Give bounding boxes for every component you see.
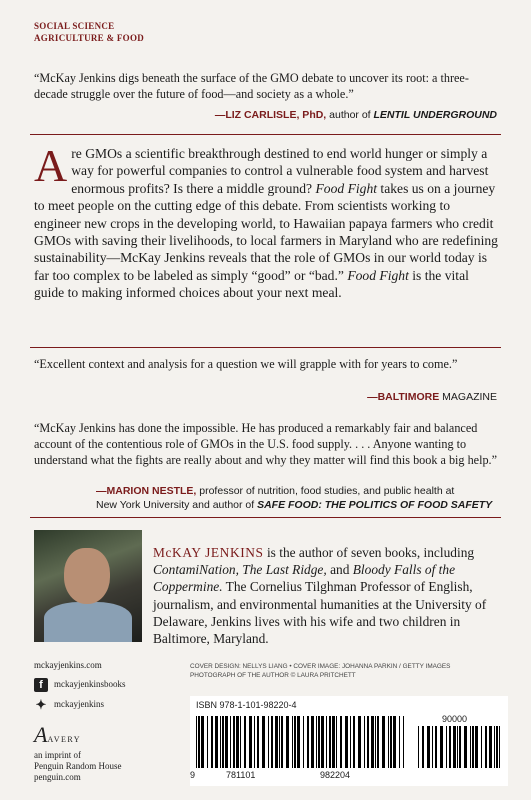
barcode-bar: [230, 716, 231, 768]
barcode-bar: [332, 716, 335, 768]
barcode-bar: [393, 716, 396, 768]
barcode-bar: [279, 716, 280, 768]
barcode-bar: [345, 716, 348, 768]
quote-baltimore-attribution: —BALTIMORE MAGAZINE: [367, 391, 497, 403]
barcode-digits-left: 781101: [226, 770, 256, 780]
barcode-bar: [382, 716, 385, 768]
barcode-bar: [236, 716, 239, 768]
barcode-bar: [390, 716, 392, 768]
barcode-bar: [350, 716, 351, 768]
twitter-icon: ✦: [35, 697, 47, 712]
quote-baltimore: [34, 356, 500, 372]
quote-nestle-text: “McKay Jenkins has done the impossible. He has produced a remarkably fair and balanced account of the contentious role of GMOs in the U.S. food supply. . . . Anyone wanting to understand what the fights are really about and why they matter will find this book a big help.”: [34, 421, 498, 467]
barcode-bar: [198, 716, 200, 768]
barcode-bar: [481, 726, 482, 768]
barcode-bar: [472, 726, 474, 768]
barcode-bar: [249, 716, 252, 768]
barcode-bar: [225, 716, 228, 768]
barcode-bar: [244, 716, 246, 768]
barcode-bar: [432, 726, 433, 768]
author-photo: [34, 530, 142, 642]
barcode-bar: [271, 716, 273, 768]
barcode-bar: [215, 716, 218, 768]
barcode-bar: [459, 726, 461, 768]
barcode-bar: [358, 716, 361, 768]
description-blurb: Are GMOs a scientific breakthrough destined to end world hunger or simply a way for powerful companies to control a vulnerable food system and harvest enormous profits? Is there a middle ground? Food Fight takes us on a journey to meet people on the cutting edge of this debate. From scientists working to engineer new crops in the developing world, to Hawaiian papaya farmers who credit GMOs with saving their livelihoods, to local farmers in Maryland who are redefining sustainability—McKay Jenkins reveals that the role of GMOs in our world today is far too complex to be labeled as simply “good” or “bad.” Food Fight is the vital guide to making informed choices about your next meal.: [34, 140, 498, 301]
quote-nestle-attribution: —MARION NESTLE, professor of nutrition, food studies, and public health at New York University and author of SAFE FOOD: THE POLITICS OF FOOD SAFETY: [96, 485, 493, 511]
barcode-bar: [353, 716, 355, 768]
barcode-bar: [233, 716, 235, 768]
author-bio: McKAY JENKINS is the author of seven books, including ContamiNation, The Last Ridge, and Bloody Falls of the Coppermine. The Cornelius Tilghman Professor of English, journalism, and environmental humanities at the University of Delaware, Jenkins lives with his wife and two children in Baltimore, Maryland.: [153, 545, 487, 647]
barcode-bar: [470, 726, 471, 768]
barcode-bar: [446, 726, 447, 768]
barcode-bar: [254, 716, 255, 768]
barcode-bar: [418, 726, 419, 768]
isbn-label: ISBN 978-1-101-98220-4: [196, 700, 297, 710]
barcode-digit-first: 9: [190, 770, 196, 780]
avery-logo: AAVERY: [34, 722, 82, 747]
barcode-bar: [275, 716, 278, 768]
imprint-info: an imprint of Penguin Random House penguin.com: [34, 750, 122, 782]
barcode-bar: [294, 716, 296, 768]
quote-baltimore-text: “Excellent context and analysis for a question we will grapple with for years to come.”: [34, 357, 458, 371]
divider: [30, 347, 501, 348]
twitter-handle[interactable]: ✦ mckayjenkins: [35, 697, 104, 712]
facebook-handle[interactable]: f mckayjenkinsbooks: [34, 678, 126, 692]
barcode-bar: [377, 716, 379, 768]
barcode-bar: [318, 716, 320, 768]
barcode-bar: [364, 716, 365, 768]
barcode-bar: [316, 716, 317, 768]
barcode-bar: [222, 716, 224, 768]
barcode-bar: [489, 726, 492, 768]
price-barcode: [418, 726, 500, 768]
barcode-bar: [257, 716, 259, 768]
barcode-bar: [297, 716, 300, 768]
category-line-2: AGRICULTURE & FOOD: [34, 33, 145, 43]
barcode-bar: [329, 716, 331, 768]
barcode-bar: [457, 726, 458, 768]
barcode-bar: [211, 716, 213, 768]
author-website[interactable]: mckayjenkins.com: [34, 660, 102, 670]
quote-carlisle: [34, 70, 500, 102]
quote-carlisle-attribution: —LIZ CARLISLE, PhD, author of LENTIL UNDERGROUND: [214, 109, 497, 121]
barcode-bar: [453, 726, 456, 768]
barcode-bar: [207, 716, 208, 768]
barcode-bar: [220, 716, 221, 768]
barcode-bar: [292, 716, 293, 768]
quote-carlisle-text: “McKay Jenkins digs beneath the surface of the GMO debate to uncover its root: a three-decade struggle over the future of food—and society as a whole.”: [34, 71, 469, 101]
barcode-bar: [281, 716, 283, 768]
barcode-bar: [403, 716, 404, 768]
barcode-bar: [311, 716, 314, 768]
barcode-bar: [464, 726, 467, 768]
barcode-bar: [307, 716, 309, 768]
barcode-bar: [326, 716, 327, 768]
divider: [30, 517, 501, 518]
barcode-bar: [388, 716, 389, 768]
barcode-bar: [375, 716, 376, 768]
facebook-icon: f: [34, 678, 48, 692]
category-line-1: SOCIAL SCIENCE: [34, 21, 115, 31]
barcode-bar: [340, 716, 342, 768]
barcode-bar: [286, 716, 289, 768]
barcode-bar: [427, 726, 430, 768]
barcode-bar: [201, 716, 204, 768]
barcode-bar: [499, 726, 500, 768]
barcode-bar: [240, 716, 241, 768]
barcode-bar: [440, 726, 443, 768]
isbn-barcode: [196, 716, 404, 768]
barcode-bar: [494, 726, 495, 768]
price-code: 90000: [442, 714, 468, 724]
barcode-bar: [268, 716, 269, 768]
barcode-bar: [422, 726, 424, 768]
barcode-bar: [336, 716, 337, 768]
barcode-bar: [321, 716, 324, 768]
cover-credits: COVER DESIGN: NELLYS LIANG • COVER IMAGE: JOHANNA PARKIN / GETTY IMAGES PHOTOGRAPH OF THE AUTHOR © LAURA PRITCHETT: [190, 663, 451, 679]
barcode-bar: [435, 726, 437, 768]
barcode-box: [190, 696, 508, 786]
barcode-digits-right: 982204: [320, 770, 351, 780]
barcode-bar: [303, 716, 304, 768]
quote-nestle: [34, 420, 500, 468]
barcode-bar: [262, 716, 265, 768]
barcode-bar: [196, 716, 197, 768]
barcode-bar: [496, 726, 498, 768]
divider: [30, 134, 501, 135]
barcode-bar: [399, 716, 400, 768]
barcode-bar: [371, 716, 374, 768]
barcode-bar: [485, 726, 487, 768]
category-label: [34, 20, 144, 44]
barcode-bar: [367, 716, 369, 768]
barcode-bar: [475, 726, 478, 768]
drop-cap: A: [34, 140, 68, 191]
barcode-bar: [449, 726, 451, 768]
